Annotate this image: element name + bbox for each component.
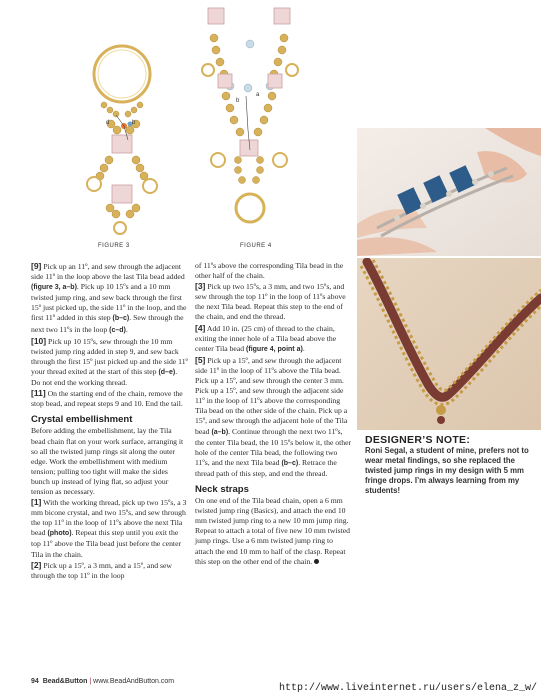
tila-bead xyxy=(112,135,132,153)
text-column-1 xyxy=(31,261,188,581)
brand-name: Bead&Button xyxy=(42,678,88,685)
crystal-step-4: [4] Add 10 in. (25 cm) of thread to the chain, exiting the inner hole of a Tila bead above the center Tila bead (figure 4, point a). xyxy=(195,322,337,353)
site-link[interactable]: www.BeadAndButton.com xyxy=(93,678,175,685)
figure-3-caption: FIGURE 3 xyxy=(98,243,130,249)
crystal-embellishment-heading: Crystal embellishment xyxy=(31,414,133,426)
step-9: [9] Pick up an 11º, and sew through the adjacent side 11º in the loop above the last Tila bead added (figure 3, a–b). Pick up 10 15ºs and a 10 mm twisted jump ring, and sew back through the first 15º just picked up, the side 11º in the loop, and the first 11º added in this step (b–c). Sew through the next two 11ºs in the loop (c–d). xyxy=(31,261,187,334)
text-column-2 xyxy=(195,261,352,567)
crystal-step-2: [2] Pick up a 15º, a 3 mm, and a 15º, and sew through the top 11º in the loop xyxy=(31,559,172,580)
crystal-step-5: [5] Pick up a 15º, and sew through the adjacent side 11º in the loop of 11ºs above the Tila bead. Pick up a 15º, and sew through the center 3 mm. Pick up a 15º, and sew through the adjacent side 11º in the loop of 11ºs above the corresponding Tila bead on the other side of the chain. Pick up a 15º, and sew through the adjacent hole of the Tila bead (a–b). Continue through the next two 11ºs, the center Tila bead, the 10 15ºs below it, the other hole of the center Tila bead, the following two 11ºs, and the next Tila bead (b–c). Retrace the thread path of this step, and end the thread. xyxy=(195,354,352,478)
necklace-photo xyxy=(357,258,541,430)
continued-text: of 11ºs above the corresponding Tila bead in the other half of the chain. xyxy=(195,261,344,281)
figure-4-caption: FIGURE 4 xyxy=(240,243,272,249)
svg-text:d: d xyxy=(106,120,110,126)
crystal-step-3: [3] Pick up two 15ºs, a 3 mm, and two 15ºs, and sew through the top 11º in the loop of 11ºs above the next Tila bead. Repeat this step to the end of the chain, and end the thread. xyxy=(195,281,346,322)
tila-bead xyxy=(112,185,132,203)
designers-note-title: DESIGNER’S NOTE: xyxy=(365,434,471,446)
figure-4-diagram xyxy=(196,0,316,240)
svg-text:b: b xyxy=(236,98,240,104)
crystal-intro: Before adding the embellishment, lay the Tila bead chain flat on your work surface, arranging it so all the twisted jump rings sit along the outer edge. Work the embellishment with medium tension; pulling too tight will make the sides bunch up instead of lying flat, so adjust your tension as necessary. xyxy=(31,426,184,496)
step-11: [11] On the starting end of the chain, remove the stop bead, and repeat steps 9 and 10. End the tail. xyxy=(31,388,183,409)
page-footer: 94 Bead&Button | www.BeadAndButton.com xyxy=(31,678,175,685)
svg-text:b: b xyxy=(132,120,136,126)
beading-hands-photo xyxy=(357,128,541,256)
neck-straps-heading: Neck straps xyxy=(195,483,249,495)
designers-note-body: Roni Segal, a student of mine, prefers not to wear metal findings, so she replaced the twisted jump rings in my design with 5 mm fringe drops. I’m always learning from my students! xyxy=(365,446,529,495)
end-mark-icon xyxy=(314,559,319,564)
crystal-step-1: [1] With the working thread, pick up two 15ºs, a 3 mm bicone crystal, and two 15ºs, and sew through the top 11º in the loop of 11ºs above the next Tila bead (photo). Repeat this step until you exit the top 11º above the Tila bead just before the center Tila in the chain. xyxy=(31,497,187,559)
designers-note xyxy=(365,434,535,496)
svg-text:a: a xyxy=(256,92,260,98)
page-number: 94 xyxy=(31,678,39,685)
twisted-jump-ring xyxy=(236,194,264,222)
twisted-jump-ring xyxy=(94,46,150,102)
watermark-url: http://www.liveinternet.ru/users/elena_z_w/ xyxy=(278,683,537,694)
step-10: [10] Pick up 10 15ºs, sew through the 10 mm twisted jump ring added in step 9, and sew back through the first 15º just picked up and the side 11º your thread exited at the start of this step (d–e). Do not end the working thread. xyxy=(31,335,188,388)
neck-straps-text: On one end of the Tila bead chain, open a 6 mm twisted jump ring (Basics), and attach the end 10 mm twisted jump ring to a new 10 mm jump ring. Repeat to attach a total of five new 10 mm twisted jump rings. Use a 6 mm twisted jump ring to attach the end 10 mm to half of the clasp. Repeat this step on the other end of the chain. xyxy=(195,496,350,566)
figure-3-diagram xyxy=(86,0,176,240)
